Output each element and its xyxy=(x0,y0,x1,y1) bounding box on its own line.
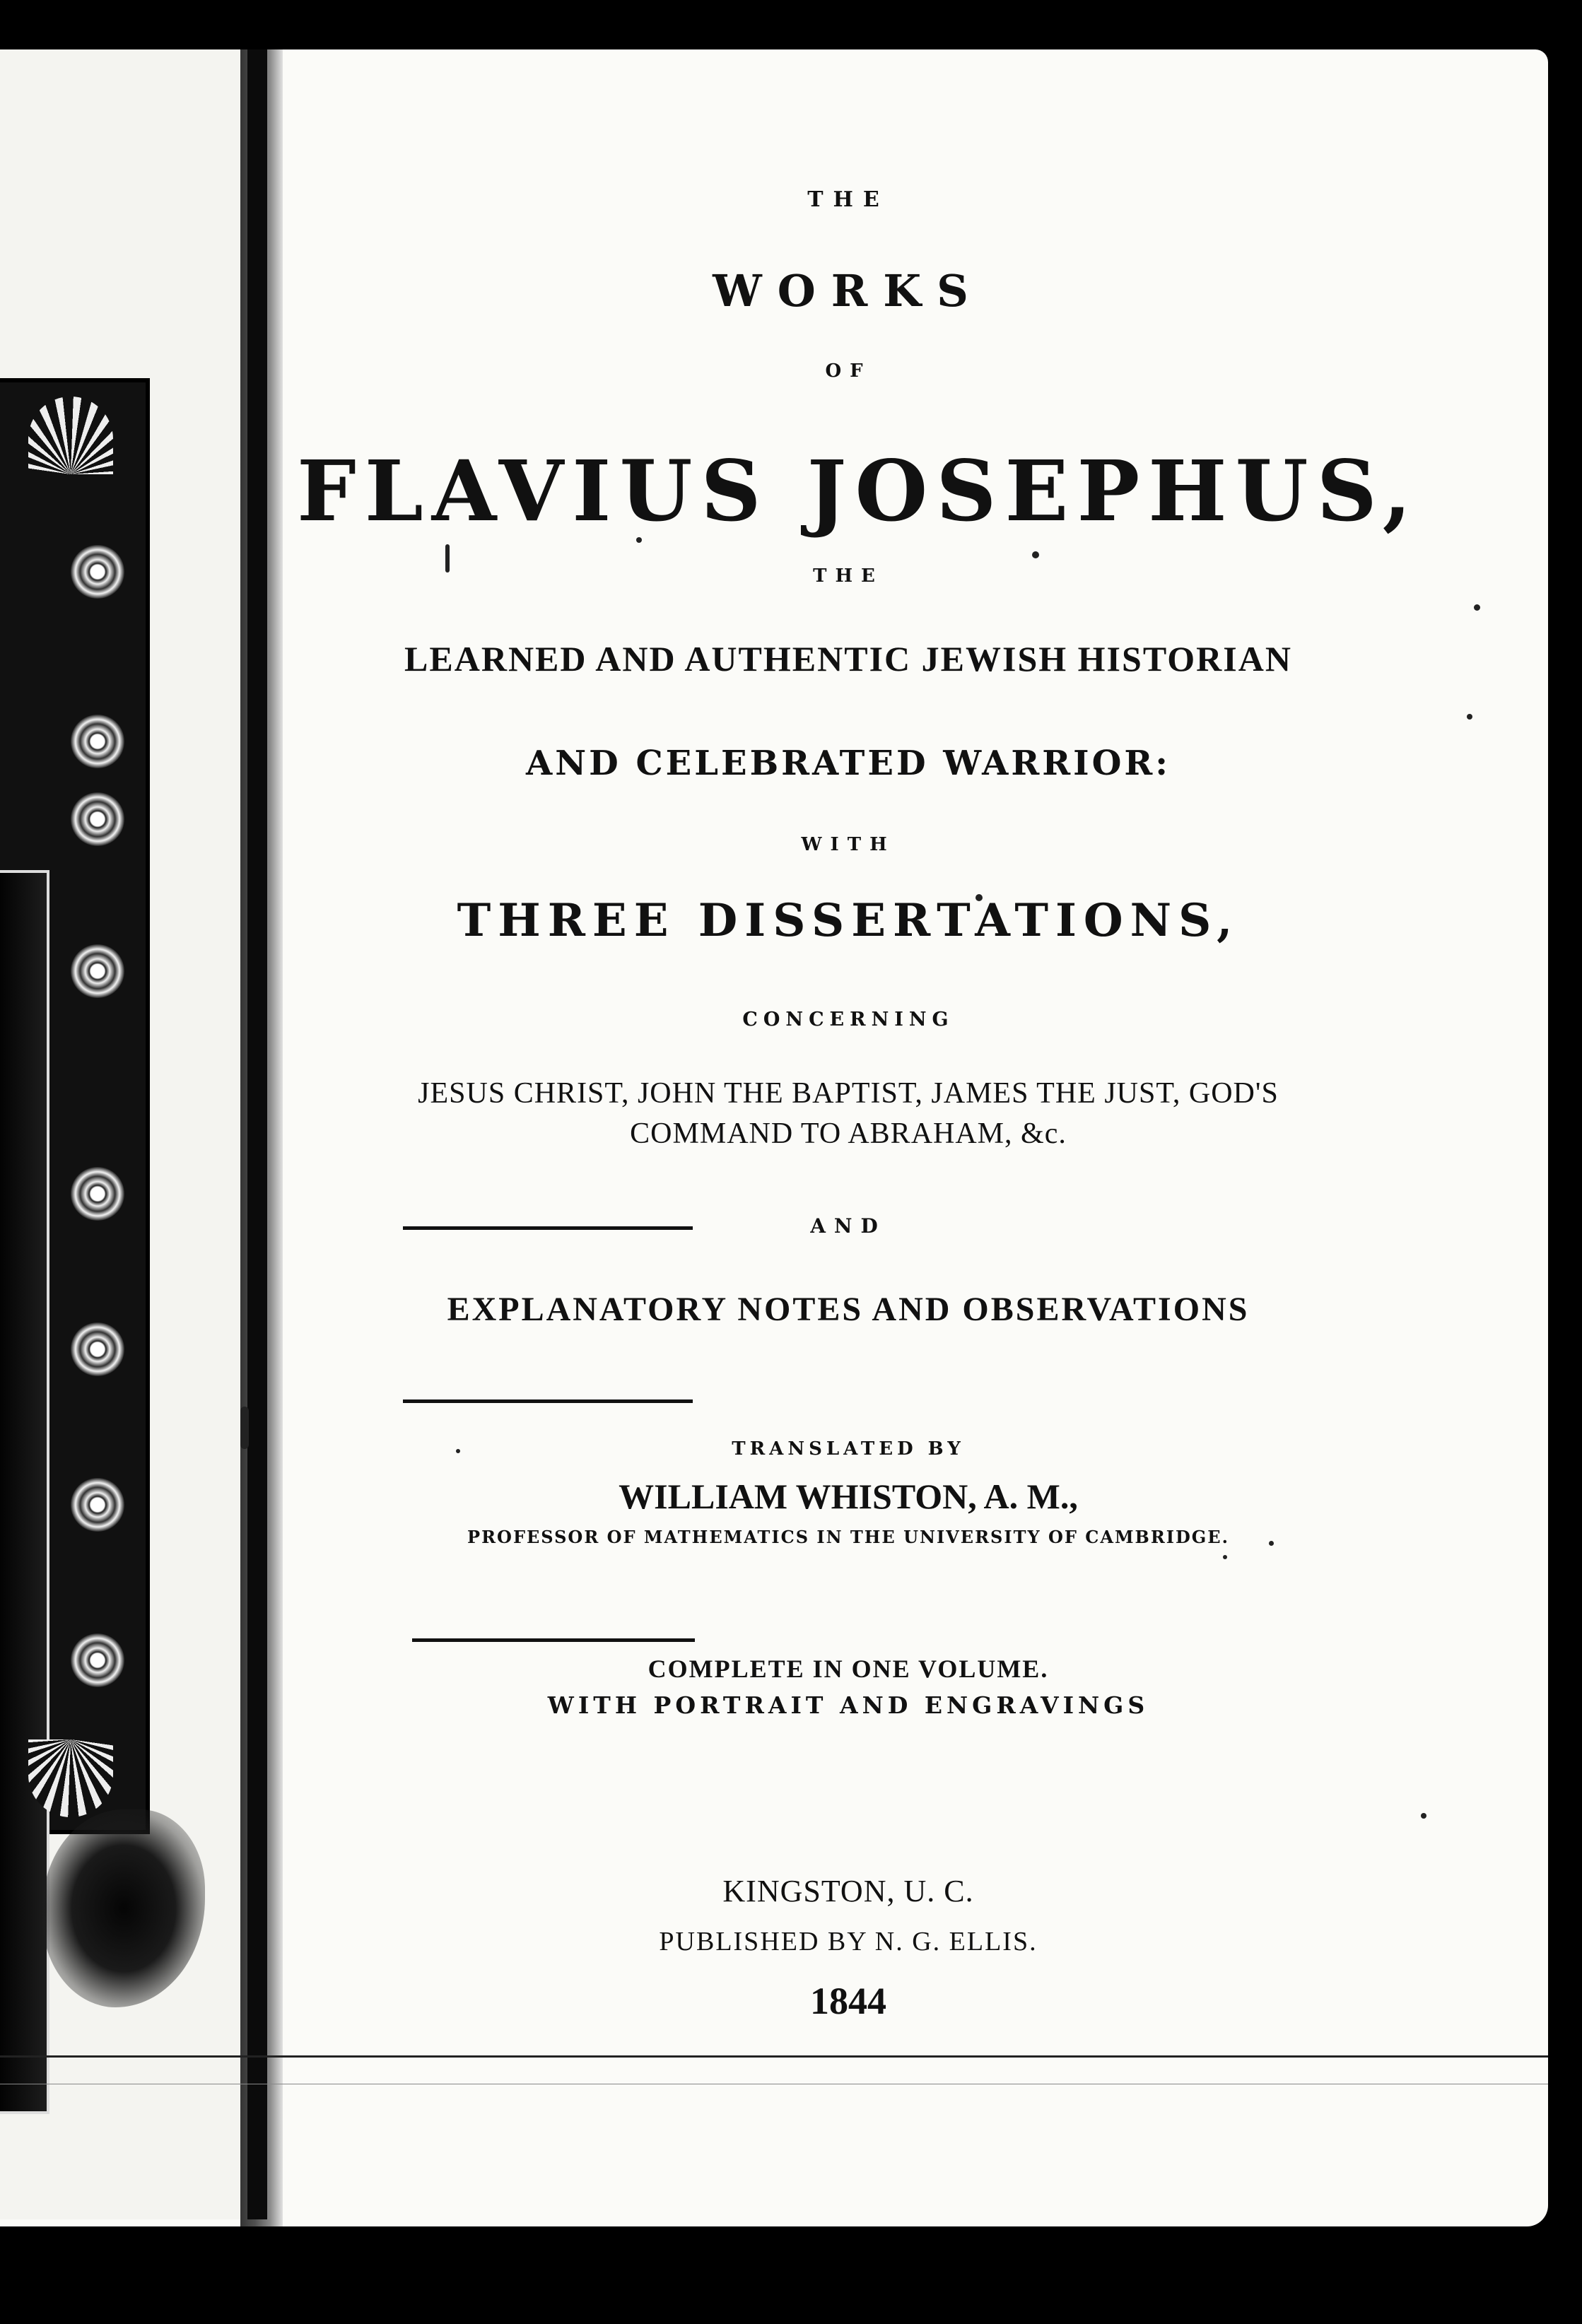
notes-heading: EXPLANATORY NOTES AND OBSERVATIONS xyxy=(447,1291,1250,1328)
speck xyxy=(1032,551,1039,558)
translator-name: WILLIAM WHISTON, A. M., xyxy=(619,1477,1078,1516)
with-label: WITH xyxy=(801,834,896,855)
frontispiece-frame xyxy=(0,378,150,1834)
author-name: FLAVIUS JOSEPHUS, xyxy=(297,442,1420,540)
concerning-label: CONCERNING xyxy=(742,1009,954,1031)
speck xyxy=(1223,1555,1227,1559)
divider-rule xyxy=(412,1638,695,1642)
rosette-ornament xyxy=(71,1633,124,1687)
edition-note: COMPLETE IN ONE VOLUME. xyxy=(648,1655,1049,1683)
fan-ornament-bottom xyxy=(28,1739,113,1817)
imprint-publisher: PUBLISHED BY N. G. ELLIS. xyxy=(659,1927,1038,1956)
divider-rule xyxy=(403,1226,693,1230)
fan-ornament-top xyxy=(28,397,113,474)
author-descriptor-2: AND CELEBRATED WARRIOR: xyxy=(525,744,1171,783)
edition-note-2: WITH PORTRAIT AND ENGRAVINGS xyxy=(547,1691,1149,1719)
title-article: THE xyxy=(807,187,889,212)
binding-gutter xyxy=(247,49,267,2219)
speck xyxy=(1474,604,1480,611)
dissertation-topics-2: COMMAND TO ABRAHAM, &c. xyxy=(630,1117,1067,1150)
divider-rule xyxy=(403,1399,693,1403)
translator-title: PROFESSOR OF MATHEMATICS IN THE UNIVERSITY OF CAMBRIDGE. xyxy=(467,1527,1229,1547)
frontispiece-portrait xyxy=(0,870,49,2114)
title-of: OF xyxy=(825,360,872,382)
rosette-ornament xyxy=(71,792,124,846)
rosette-ornament xyxy=(71,1167,124,1221)
imprint-year: 1844 xyxy=(810,1980,886,2022)
author-descriptor: LEARNED AND AUTHENTIC JEWISH HISTORIAN xyxy=(404,639,1292,679)
rosette-ornament xyxy=(71,944,124,998)
speck xyxy=(1467,714,1472,720)
dissertations-heading: THREE DISSERTATIONS, xyxy=(457,894,1240,947)
and-label: AND xyxy=(810,1214,886,1238)
rosette-ornament xyxy=(71,1322,124,1376)
rosette-ornament xyxy=(71,545,124,599)
page-fold-line xyxy=(0,2055,1548,2058)
rosette-ornament xyxy=(71,715,124,768)
translated-by-label: TRANSLATED BY xyxy=(732,1438,965,1460)
rosette-ornament xyxy=(71,1478,124,1532)
subtitle-article: THE xyxy=(813,565,884,587)
imprint-place: KINGSTON, U. C. xyxy=(722,1874,974,1908)
speck xyxy=(1421,1813,1426,1819)
speck xyxy=(240,1407,249,1449)
title-works: WORKS xyxy=(713,265,984,317)
dissertation-topics: JESUS CHRIST, JOHN THE BAPTIST, JAMES THE JUST, GOD'S xyxy=(418,1077,1279,1110)
